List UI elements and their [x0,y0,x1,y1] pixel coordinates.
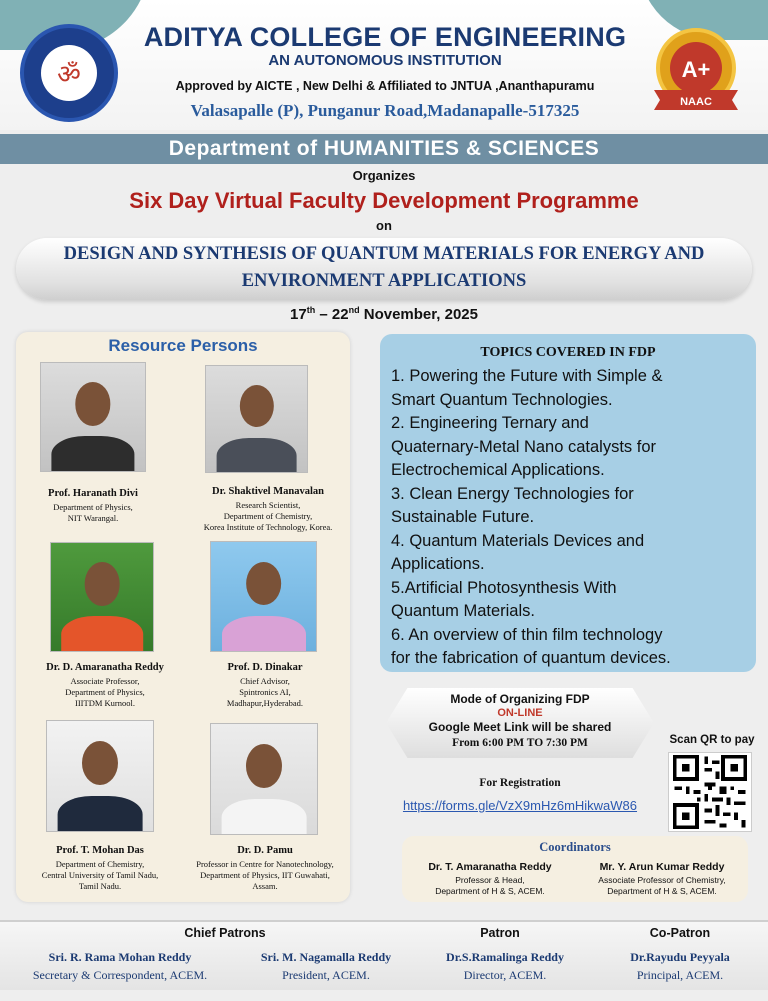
topic-line: Smart Quantum Technologies. [391,390,613,409]
patron-name: Sri. M. Nagamalla Reddy [260,950,392,964]
session-time: From 6:00 PM TO 7:30 PM [452,737,588,749]
event-dates: 17th – 22nd November, 2025 [290,305,478,323]
registration-label: For Registration [479,777,561,789]
speaker-affiliation: Department of Chemistry, Central University of Tamil Nadu, Tamil Nadu. [41,859,159,891]
meet-link-note: Google Meet Link will be shared [428,720,612,734]
speaker-affiliation: Professor in Centre for Nanotechnology, Department of Physics, IIT Guwahati, Assam. [196,859,334,891]
patron-role: Director, ACEM. [463,968,547,982]
qr-code-icon[interactable] [668,752,752,832]
speaker-photo [205,365,308,473]
mode-title: Mode of Organizing FDP [450,692,590,706]
resource-persons-title: Resource Persons [108,336,258,355]
theme-line-2: ENVIRONMENT APPLICATIONS [241,271,527,291]
topic-line: Applications. [391,555,485,573]
speaker-affiliation: Department of Physics, NIT Warangal. [53,502,133,523]
topic-line: Quantum Materials. [391,602,535,620]
naac-grade: A+ [681,57,711,82]
programme-title: Six Day Virtual Faculty Development Programme [129,188,639,213]
co-patron-heading: Co-Patron [649,926,711,940]
college-address: Valasapalle (P), Punganur Road,Madanapalle-517325 [190,101,580,120]
coordinator-role: Associate Professor of Chemistry, Department of H & S, ACEM. [598,875,726,896]
patron-role: President, ACEM. [282,968,370,982]
patron-name: Dr.S.Ramalinga Reddy [446,950,564,964]
topics-title: TOPICS COVERED IN FDP [480,345,656,360]
chief-patrons-heading: Chief Patrons [184,926,266,940]
college-logo [20,24,118,122]
topic-line: 3. Clean Energy Technologies for [391,484,634,503]
organizes-text: Organizes [352,168,416,183]
naac-label: NAAC [680,96,712,108]
registration-link[interactable]: https://forms.gle/VzX9mHz6mHikwaW86 [402,798,638,813]
topic-line: for the fabrication of quantum devices. [391,649,671,667]
speaker-affiliation: Research Scientist, Department of Chemistry, Korea Institute of Technology, Korea. [203,500,333,532]
coordinators-title: Coordinators [539,840,611,854]
approval-line: Approved by AICTE , New Delhi & Affiliated to JNTUA ,Ananthapuramu [175,79,595,93]
topic-line: Electrochemical Applications. [391,461,605,479]
topic-line: 6. An overview of thin film technology [391,625,663,644]
speaker-name: Prof. T. Mohan Das [56,845,144,856]
patron-heading: Patron [480,926,520,940]
coordinator-role: Professor & Head, Department of H & S, ACEM. [435,875,545,896]
speaker-name: Dr. Shaktivel Manavalan [212,486,324,497]
patron-role: Principal, ACEM. [636,968,724,982]
patron-role: Secretary & Correspondent, ACEM. [32,968,208,982]
speaker-name: Prof. Haranath Divi [48,488,138,499]
topic-line: Quaternary-Metal Nano catalysts for [391,437,657,456]
college-subtitle: AN AUTONOMOUS INSTITUTION [268,52,502,69]
speaker-photo [46,720,154,832]
speaker-name: Prof. D. Dinakar [227,662,303,673]
topic-line: 2. Engineering Ternary and [391,414,589,432]
mode-value: ON-LINE [497,707,543,719]
speaker-photo [210,723,318,835]
on-text: on [376,218,392,233]
speaker-photo [40,362,146,472]
topic-line: 1. Powering the Future with Simple & [391,367,663,385]
topic-line: 4. Quantum Materials Devices and [391,531,645,550]
topic-line: 5.Artificial Photosynthesis With [391,578,617,597]
scan-qr-label: Scan QR to pay [669,734,755,746]
speaker-affiliation: Associate Professor, Department of Physics, IIITDM Kurnool. [65,676,145,708]
speaker-name: Dr. D. Amaranatha Reddy [46,662,164,673]
speaker-photo [50,542,154,652]
topic-line: Sustainable Future. [391,508,535,526]
speaker-name: Dr. D. Pamu [237,845,293,856]
om-icon: ॐ [41,45,97,101]
theme-line-1: DESIGN AND SYNTHESIS OF QUANTUM MATERIALS FOR ENERGY AND [63,244,705,264]
patron-name: Dr.Rayudu Peyyala [630,950,730,964]
coordinator-name: Dr. T. Amaranatha Reddy [428,861,552,873]
speaker-photo [210,541,317,652]
college-name: ADITYA COLLEGE OF ENGINEERING [143,22,627,52]
speaker-affiliation: Chief Advisor, Spintronics AI, Madhapur,Hyderabad. [226,676,304,708]
coordinator-name: Mr. Y. Arun Kumar Reddy [599,861,725,873]
department-banner: Department of HUMANITIES & SCIENCES [0,134,768,164]
naac-badge-icon [650,26,742,118]
topics-list [391,365,753,671]
patron-name: Sri. R. Rama Mohan Reddy [48,950,192,964]
